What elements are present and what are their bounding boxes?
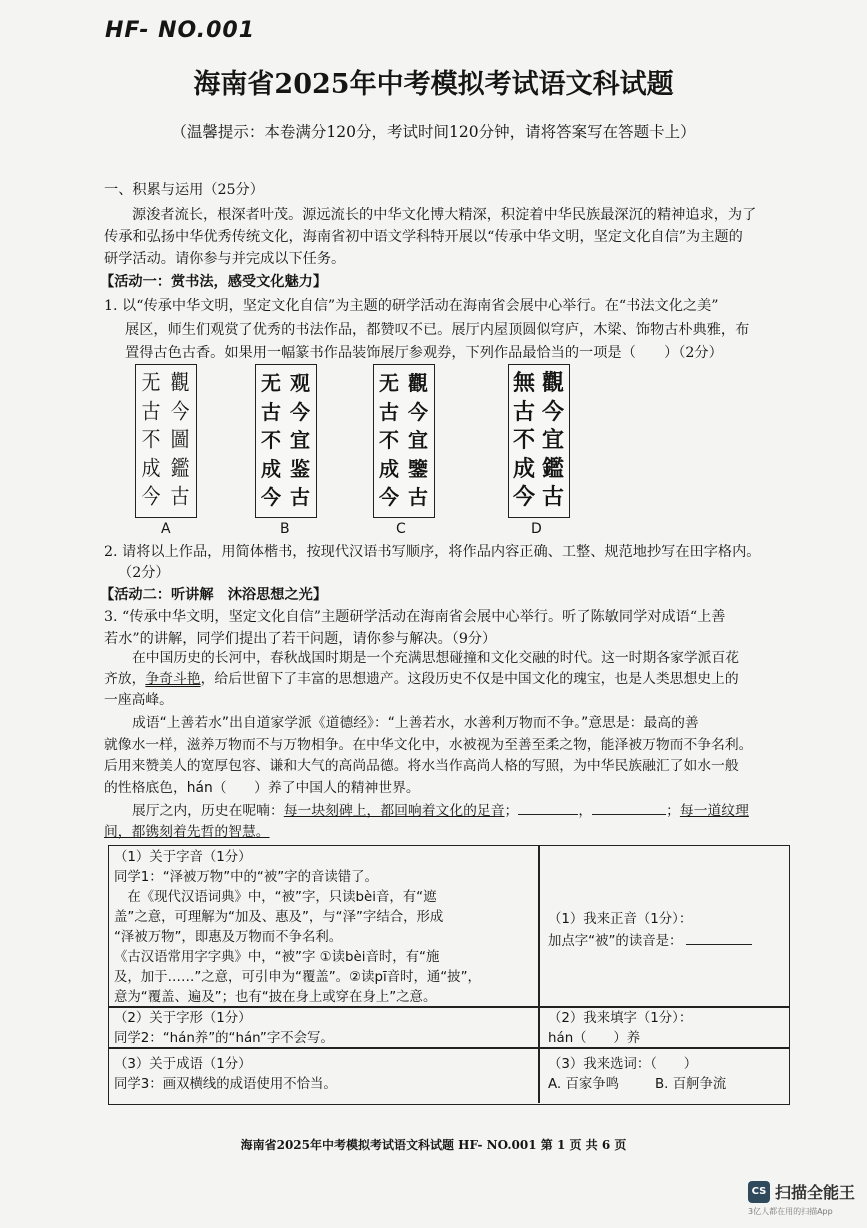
scanner-logo-icon: CS	[748, 1181, 770, 1203]
glyph: 鉴	[290, 456, 310, 481]
passage-text: 展厅之内，历史在呢喃：	[132, 803, 284, 819]
glyph: 今	[541, 398, 564, 425]
sample-right-column	[405, 369, 431, 512]
passage-line	[104, 669, 804, 690]
calligraphy-sample-c	[373, 364, 435, 518]
question-1-line: 展区，师生们观赏了优秀的书法作品，都赞叹不已。展厅内屋顶圆似穹庐，木梁、饰物古朴典雅，布	[125, 322, 750, 338]
glyph: 不	[261, 428, 281, 452]
sample-right-column	[540, 369, 566, 512]
glyph: 成	[261, 456, 281, 481]
cell-line	[548, 1075, 726, 1095]
table-cell-character-issue	[114, 1009, 334, 1049]
passage-line: 成语“上善若水”出自道家学派《道德经》：“上善若水，水善利万物而不争。”意思是：最高的善	[132, 715, 699, 731]
glyph: 古	[512, 398, 535, 425]
activity1-heading: 【活动一：赏书法，感受文化魅力】	[100, 274, 328, 290]
underlined-phrase: 每一道纹理	[679, 803, 749, 819]
passage-line: 后用来赞美人的宽厚包容、谦和大气的高尚品德。将水当作高尚人格的写照，为中华民族融汇了如水一般	[104, 758, 739, 774]
calligraphy-sample-a	[135, 364, 197, 518]
cell-line: 在《现代汉语词典》中，“被”字，只读bèi音，有“遮	[114, 890, 437, 905]
cell-line: 同学3：画双横线的成语使用不恰当。	[114, 1077, 337, 1092]
glyph: 成	[141, 456, 161, 481]
intro-line: 研学活动。请你参与并完成以下任务。	[104, 251, 346, 267]
question-3-line: 3. “传承中华文明，坚定文化自信”主题研学活动在海南省会展中心举行。听了陈敏同学对成语“上善	[104, 609, 726, 625]
glyph: 古	[290, 485, 310, 509]
scanner-tagline: 3亿人都在用的扫描App	[748, 1207, 833, 1216]
option-label-d: D	[531, 521, 542, 537]
passage-text: ，	[578, 803, 593, 819]
question-1-line: 置得古色古香。如果用一幅篆书作品装饰展厅参观券，下列作品最恰当的一项是（ ）（2分）	[125, 345, 723, 361]
sample-right-column	[167, 369, 193, 512]
glyph: 古	[141, 399, 161, 424]
calligraphy-sample-d	[508, 364, 570, 518]
cell-line: “泽被万物”，即惠及万物而不争名利。	[114, 930, 343, 945]
passage-text: ；	[504, 803, 519, 819]
option-label-b: B	[280, 521, 290, 537]
glyph: 不	[512, 427, 535, 453]
table-cell-pronunciation-issue	[114, 848, 481, 1008]
fill-blank-2[interactable]	[592, 800, 666, 815]
calligraphy-sample-b	[255, 364, 317, 518]
section-heading: 一、积累与运用（25分）	[104, 182, 264, 198]
cell-line: 同学2：“hán养”的“hán”字不会写。	[114, 1031, 334, 1046]
glyph: 宜	[408, 428, 428, 452]
glyph: 無	[512, 370, 535, 396]
passage-line: 就像水一样，滋养万物而不与万物相争。在中华文化中，水被视为至善至柔之物，能泽被万物而不争名利。	[104, 737, 753, 753]
cell-line: 加点字“被”的读音是：	[548, 930, 752, 952]
passage-text: ，给后世留下了丰富的思想遗产。这段历史不仅是中国文化的瑰宝，也是人类思想史上的	[200, 671, 739, 687]
exam-notice: （温馨提示：本卷满分120分，考试时间120分钟，请将答案写在答题卡上）	[171, 123, 696, 141]
choice-b[interactable]: B. 百舸争流	[655, 1077, 727, 1092]
glyph: 今	[408, 399, 428, 424]
table-column-divider	[538, 845, 540, 1103]
cell-line: （1）关于字音（1分）	[114, 850, 252, 865]
option-label-c: C	[396, 521, 406, 537]
page-footer: 海南省2025年中考模拟考试语文科试题 HF- NO.001 第 1 页 共 6 页	[240, 1138, 627, 1152]
glyph: 古	[379, 399, 399, 424]
cell-line: 《古汉语常用字字典》中，“被”字 ①读bèi音时，有“施	[114, 950, 440, 965]
page-title: 海南省2025年中考模拟考试语文科试题	[193, 69, 674, 100]
fill-blank-1[interactable]	[518, 800, 578, 815]
answer-blank-pronunciation[interactable]	[686, 930, 752, 945]
glyph: 观	[290, 371, 310, 395]
passage-line: 在中国历史的长河中，春秋战国时期是一个充满思想碰撞和文化交融的时代。这一时期各家学派百花	[132, 650, 740, 666]
glyph: 无	[141, 370, 161, 396]
passage-line	[104, 800, 832, 822]
glyph: 成	[379, 456, 399, 481]
glyph: 不	[379, 428, 399, 452]
cell-line: （1）我来正音（1分）：	[548, 912, 693, 927]
glyph: 无	[261, 371, 281, 395]
glyph: 古	[541, 484, 564, 510]
glyph: 鑑	[541, 455, 564, 482]
table-cell-fill-character	[548, 1009, 692, 1049]
glyph: 鑑	[170, 456, 190, 481]
sample-left-column	[138, 369, 164, 512]
cell-line: 意为“覆盖、遍及”；也有“披在身上或穿在身上”之意。	[114, 990, 437, 1005]
underlined-phrase: ，都回响着文化的足音	[366, 803, 505, 819]
sample-right-column	[287, 369, 313, 512]
glyph: 今	[261, 485, 281, 509]
passage-line: 的性格底色，hán（ ）养了中国人的精神世界。	[104, 780, 420, 796]
glyph: 今	[290, 399, 310, 424]
choice-a[interactable]: A. 百家争鸣	[548, 1077, 619, 1092]
question-1-line: 1. 以“传承中华文明，坚定文化自信”为主题的研学活动在海南省会展中心举行。在“书法文化之美”	[104, 298, 719, 314]
glyph: 宜	[290, 428, 310, 452]
question-3-line: 若水”的讲解，同学们提出了若干问题，请你参与解决。（9分）	[104, 631, 497, 647]
glyph: 鑒	[408, 456, 428, 481]
glyph: 今	[512, 484, 535, 510]
activity2-heading: 【活动二：听讲解 沐浴思想之光】	[100, 587, 328, 603]
sample-left-column	[376, 369, 402, 512]
passage-text: ；	[666, 803, 680, 819]
glyph: 今	[379, 485, 399, 509]
glyph: 不	[141, 427, 161, 453]
glyph: 今	[170, 399, 190, 424]
cell-line: 同学1：“泽被万物”中的“被”字的音读错了。	[114, 870, 378, 885]
passage-text: 齐放，	[104, 671, 146, 687]
sample-left-column	[258, 369, 284, 512]
table-cell-correct-pronunciation	[548, 910, 752, 952]
table-cell-choose-word	[548, 1055, 726, 1095]
intro-line: 传承和弘扬中华优秀传统文化，海南省初中语文学科特开展以“传承中华文明，坚定文化自信”为主题的	[104, 229, 743, 245]
intro-line: 源浚者流长，根深者叶茂。源远流长的中华文化博大精深，积淀着中华民族最深沉的精神追求，为了	[132, 207, 757, 223]
glyph: 宜	[541, 427, 564, 453]
passage-line	[104, 822, 804, 843]
glyph: 觀	[408, 371, 428, 395]
passage-line: 一座高峰。	[104, 692, 173, 708]
table-cell-idiom-issue	[114, 1055, 337, 1095]
option-label-a: A	[161, 521, 171, 537]
cell-line: 及，加于……”之意，可引申为“覆盖”。②读pī音时，通“披”，	[114, 970, 481, 985]
glyph: 今	[141, 484, 161, 510]
question-2-line: 2. 请将以上作品，用简体楷书，按现代汉语书写顺序，将作品内容正确、工整、规范地抄写在田字格内。	[104, 544, 761, 560]
glyph: 成	[512, 455, 535, 482]
underlined-phrase: 每一块刻碑上	[283, 803, 367, 819]
cell-line: （3）关于成语（1分）	[114, 1057, 252, 1072]
underlined-phrase: 间，都镌刻着先哲的智慧。	[104, 824, 270, 840]
glyph: 无	[379, 371, 399, 395]
cell-line: 盖”之意，可理解为“加及、惠及”，与“泽”字结合，形成	[114, 910, 444, 925]
glyph: 古	[261, 399, 281, 424]
double-underlined-idiom: 争奇斗艳	[145, 671, 201, 687]
question-2-line: （2分）	[118, 565, 170, 581]
sample-left-column	[511, 369, 537, 512]
paper-code: HF- NO.001	[105, 18, 256, 43]
cell-line: （3）我来选词：（ ）	[548, 1057, 698, 1072]
cell-line: （2）我来填字（1分）：	[548, 1011, 693, 1026]
cell-line: hán（ ）养	[548, 1031, 641, 1046]
glyph: 圖	[170, 427, 190, 453]
glyph: 觀	[170, 370, 190, 396]
glyph: 古	[170, 484, 190, 510]
scanner-app-name: 扫描全能王	[775, 1183, 856, 1202]
glyph: 觀	[541, 370, 564, 396]
glyph: 古	[408, 485, 428, 509]
cell-line: （2）关于字形（1分）	[114, 1011, 252, 1026]
